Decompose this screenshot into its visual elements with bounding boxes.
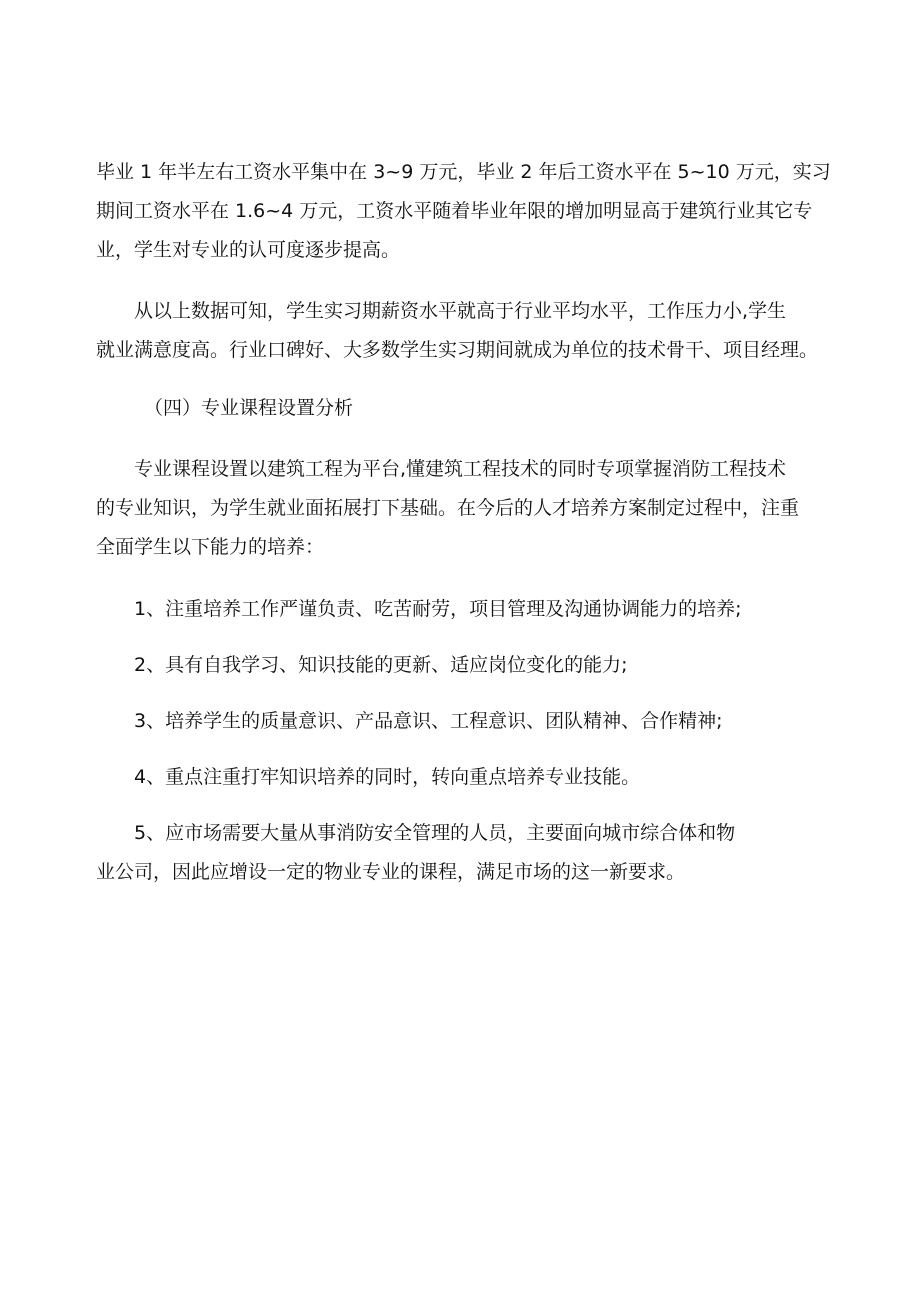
- paragraph-salary: [96, 153, 830, 270]
- paragraph-line: 就业满意度高。行业口碑好、大多数学生实习期间就成为单位的技术骨干、项目经理。: [96, 339, 819, 361]
- paragraph-curriculum: [96, 450, 830, 567]
- list-item-5: [96, 814, 830, 892]
- paragraph-line: 从以上数据可知，学生实习期薪资水平就高于行业平均水平，工作压力小,学生: [134, 300, 787, 322]
- paragraph-line: 5、应市场需要大量从事消防安全管理的人员，主要面向城市综合体和物: [134, 822, 736, 844]
- section-heading: （四）专业课程设置分析: [144, 397, 354, 419]
- paragraph-line: 业，学生对专业的认可度逐步提高。: [96, 239, 401, 261]
- paragraph-summary: [96, 292, 830, 370]
- paragraph-line: 专业课程设置以建筑工程为平台,懂建筑工程技术的同时专项掌握消防工程技术: [134, 458, 787, 480]
- paragraph-line: 全面学生以下能力的培养：: [96, 536, 325, 558]
- paragraph-line: 的专业知识，为学生就业面拓展打下基础。在今后的人才培养方案制定过程中，注重: [96, 497, 800, 519]
- list-item: 2、具有自我学习、知识技能的更新、适应岗位变化的能力;: [134, 654, 628, 676]
- paragraph-line: 业公司，因此应增设一定的物业专业的课程，满足市场的这一新要求。: [96, 861, 686, 883]
- paragraph-line: 期间工资水平在 1.6~4 万元，工资水平随着毕业年限的增加明显高于建筑行业其它专: [96, 200, 813, 222]
- paragraph-line: 毕业 1 年半左右工资水平集中在 3~9 万元，毕业 2 年后工资水平在 5~10 万元，实习: [96, 161, 831, 183]
- list-item: 4、重点注重打牢知识培养的同时，转向重点培养专业技能。: [134, 766, 641, 788]
- list-item: 3、培养学生的质量意识、产品意识、工程意识、团队精神、合作精神;: [134, 710, 723, 732]
- list-item: 1、注重培养工作严谨负责、吃苦耐劳，项目管理及沟通协调能力的培养;: [134, 598, 742, 620]
